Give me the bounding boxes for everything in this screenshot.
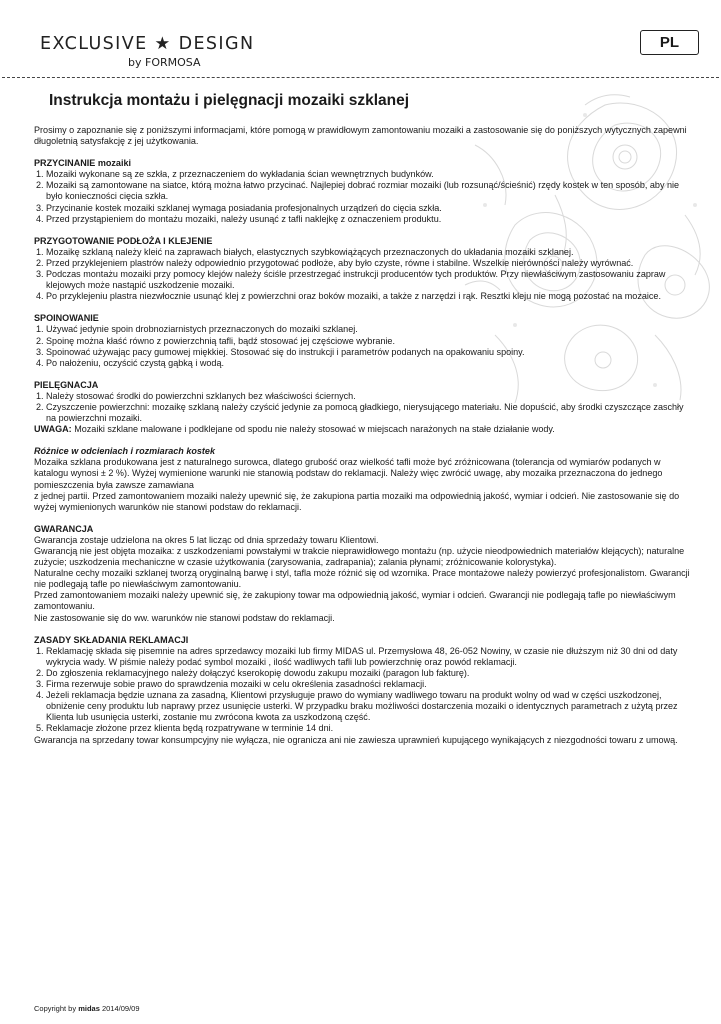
warning-text: Mozaiki szklane malowane i podklejane od spodu nie należy stosować w miejscach narażonych na stałe działanie wody. xyxy=(71,424,555,435)
section-heading: Różnice w odcieniach i rozmiarach kostek xyxy=(34,446,215,457)
section-heading: PIELĘGNACJA xyxy=(34,379,99,390)
footer-date: 2014/09/09 xyxy=(99,1004,140,1013)
warning-paragraph xyxy=(34,424,694,435)
list-item: 2. Przed przyklejeniem plastrów należy odpowiednio przygotować podłoże, aby było czyste, równe i stabilne. Wszelkie nierówności należy wyrównać. xyxy=(46,258,694,269)
intro-paragraph: Prosimy o zapoznanie się z poniższymi informacjami, które pomogą w prawidłowym zamontowaniu mozaiki a zastosowanie się do poniższych wytycznych zapewni długoletnią satysfakcję z jej użytkowania. xyxy=(34,125,687,147)
care-list xyxy=(34,391,694,424)
section-care xyxy=(34,380,694,424)
warranty-line: Gwarancja zostaje udzielona na okres 5 lat licząc od dnia sprzedaży towaru Klientowi. xyxy=(34,534,379,545)
section-differences xyxy=(34,446,694,513)
warranty-line: Przed zamontowaniem mozaiki należy upewnić się, że zakupiony towar ma odpowiednią jakość, wymiar i odcień. Gwarancji nie podlegają tafle po niewłaściwym zamontowaniu. xyxy=(34,590,676,612)
list-item: 3. Firma rezerwuje sobie prawo do sprawdzenia mozaiki w celu określenia zasadności reklamacji. xyxy=(46,679,694,690)
closing-paragraph: Gwarancja na sprzedany towar konsumpcyjny nie wyłącza, nie ogranicza ani nie zawiesza uprawnień kupującego wynikających z niezgodności towaru z umową. xyxy=(34,734,678,745)
list-item: 3. Podczas montażu mozaiki przy pomocy klejów należy ściśle przestrzegać instrukcji producentów tych produktów. Przy niewłaściwym zastosowaniu zapraw klejowych może nastąpić uszkodzenie mozaiki. xyxy=(46,269,694,291)
list-item: 4. Po przyklejeniu plastra niezwłocznie usunąć klej z powierzchni oraz boków mozaiki, a także z narzędzi i rąk. Resztki kleju nie mogą pozostać na mozaice. xyxy=(46,291,694,302)
section-complaints xyxy=(34,635,694,735)
list-item: 4. Przed przystąpieniem do montażu mozaiki, należy usunąć z tafli naklejkę z oznaczeniem produktu. xyxy=(46,214,694,225)
list-item: 1. Używać jedynie spoin drobnoziarnistych przeznaczonych do mozaiki szklanej. xyxy=(46,324,694,335)
footer-prefix: Copyright by xyxy=(34,1004,79,1013)
logo-main-text: EXCLUSIVE ★ DESIGN xyxy=(40,34,255,54)
warranty-line: Naturalne cechy mozaiki szklanej tworzą oryginalną barwę i styl, tafla może różnić się od wzornika. Prace montażowe należy powierzyć profesjonalistom. Gwarancji nie podlegają tafle po niewłaściwym zamontowaniu. xyxy=(34,568,690,590)
section-cutting xyxy=(34,158,694,225)
page-title: Instrukcja montażu i pielęgnacji mozaiki szklanej xyxy=(49,92,410,109)
warranty-line: Gwarancją nie jest objęta mozaika: z uszkodzeniami powstałymi w trakcie nieprawidłowego montażu (np. użycie nieodpowiednich materiałów klejących); naturalne zużycie; uszkodzenia mechaniczne w czasie użytkowania (zarysowania, zadrapania); zalania płynami; zróżnicowanie kolorystyka). xyxy=(34,546,685,568)
list-item: 2. Czyszczenie powierzchni: mozaikę szklaną należy czyścić jedynie za pomocą gładkiego, nierysującego materiału. Nie dopuścić, aby środki czyszczące zaschły na powierzchni mozaiki. xyxy=(46,402,694,424)
section-heading: PRZYCINANIE mozaiki xyxy=(34,158,132,169)
brand-logo xyxy=(40,34,255,69)
preparation-list xyxy=(34,247,694,302)
logo-sub-text: by FORMOSA xyxy=(128,56,201,69)
differences-line: z jednej partii. Przed zamontowaniem mozaiki należy upewnić się, że zakupiona partia mozaiki ma odpowiednią jakość, wymiar i odcień. Nie zastosowanie się do wyżej wymienionych warunków nie stanowi podstaw do reklamacji. xyxy=(34,490,680,512)
list-item: 1. Reklamację składa się pisemnie na adres sprzedawcy mozaiki lub firmy MIDAS ul. Przemysłowa 48, 26-052 Nowiny, w czasie nie dłuższym niż 30 dni od daty wykrycia wady. W piśmie należy podać symbol mozaiki , ilość wadliwych tafli lub powierzchnię oraz powód reklamacji. xyxy=(46,646,694,668)
complaints-list xyxy=(34,646,694,735)
list-item: 1. Należy stosować środki do powierzchni szklanych bez właściwości ściernych. xyxy=(46,391,694,402)
cutting-list xyxy=(34,169,694,224)
list-item: 3. Przycinanie kostek mozaiki szklanej wymaga posiadania profesjonalnych urządzeń do cięcia szkła. xyxy=(46,203,694,214)
list-item: 5. Reklamacje złożone przez klienta będą rozpatrywane w terminie 14 dni. xyxy=(46,723,694,734)
list-item: 4. Jeżeli reklamacja będzie uznana za zasadną, Klientowi przysługuje prawo do wymiany wadliwego towaru na produkt wolny od wad w części uszkodzonej, obniżenie ceny produktu lub naprawy przez usunięcie usterki. W przypadku braku możliwości dostarczenia mozaiki o identycznych parametrach z użytą przez Klienta lub usunięcia usterki, zostanie mu zwrócona kwota za uszkodzoną część. xyxy=(46,690,694,723)
list-item: 4. Po nałożeniu, oczyścić czystą gąbką i wodą. xyxy=(46,358,694,369)
list-item: 1. Mozaiki wykonane są ze szkła, z przeznaczeniem do wykładania ścian wewnętrznych budynków. xyxy=(46,169,694,180)
header-divider xyxy=(2,77,719,78)
section-heading: PRZYGOTOWANIE PODŁOŻA I KLEJENIE xyxy=(34,235,213,246)
section-preparation xyxy=(34,236,694,303)
section-grouting xyxy=(34,313,694,368)
differences-line: Mozaika szklana produkowana jest z naturalnego surowca, dlatego grubość oraz wielkość tafli może być zróżnicowana (tolerancja od wymiarów podanych w katalogu wynosi ± 2 %). Wyżej wymienione warunki nie stanowią podstaw do reklamacji. Należy więc zwrócić uwagę, aby mozaika przeznaczona do jednego pomieszczenia była zawsze zamawiana xyxy=(34,457,663,490)
section-warranty xyxy=(34,524,694,624)
grouting-list xyxy=(34,324,694,368)
section-heading: SPOINOWANIE xyxy=(34,313,99,324)
language-badge: PL xyxy=(640,30,699,55)
list-item: 1. Mozaikę szklaną należy kleić na zaprawach białych, elastycznych szybkowiążących przeznaczonych do układania mozaiki szklanej. xyxy=(46,247,694,258)
footer-brand: midas xyxy=(78,1004,100,1013)
section-heading: GWARANCJA xyxy=(34,523,94,534)
warranty-line: Nie zastosowanie się do ww. warunków nie stanowi podstaw do reklamacji. xyxy=(34,612,335,623)
list-item: 2. Mozaiki są zamontowane na siatce, którą można łatwo przycinać. Najlepiej dobrać rozmiar mozaiki (lub rozsunąć/ścieśnić) rzędy kostek w ten sposób, aby nie było konieczności cięcia szkła. xyxy=(46,180,694,202)
list-item: 2. Spoinę można kłaść równo z powierzchnią tafli, bądź stosować jej częściowe wybranie. xyxy=(46,336,694,347)
section-heading: ZASADY SKŁADANIA REKLAMACJI xyxy=(34,634,189,645)
list-item: 2. Do zgłoszenia reklamacyjnego należy dołączyć kserokopię dowodu zakupu mozaiki (paragon lub fakturę). xyxy=(46,668,694,679)
copyright-footer xyxy=(34,1004,140,1013)
document-body xyxy=(34,125,694,746)
list-item: 3. Spoinować używając pacy gumowej miękkiej. Stosować się do instrukcji i parametrów podanych na opakowaniu spoiny. xyxy=(46,347,694,358)
warning-label: UWAGA: xyxy=(34,424,72,435)
